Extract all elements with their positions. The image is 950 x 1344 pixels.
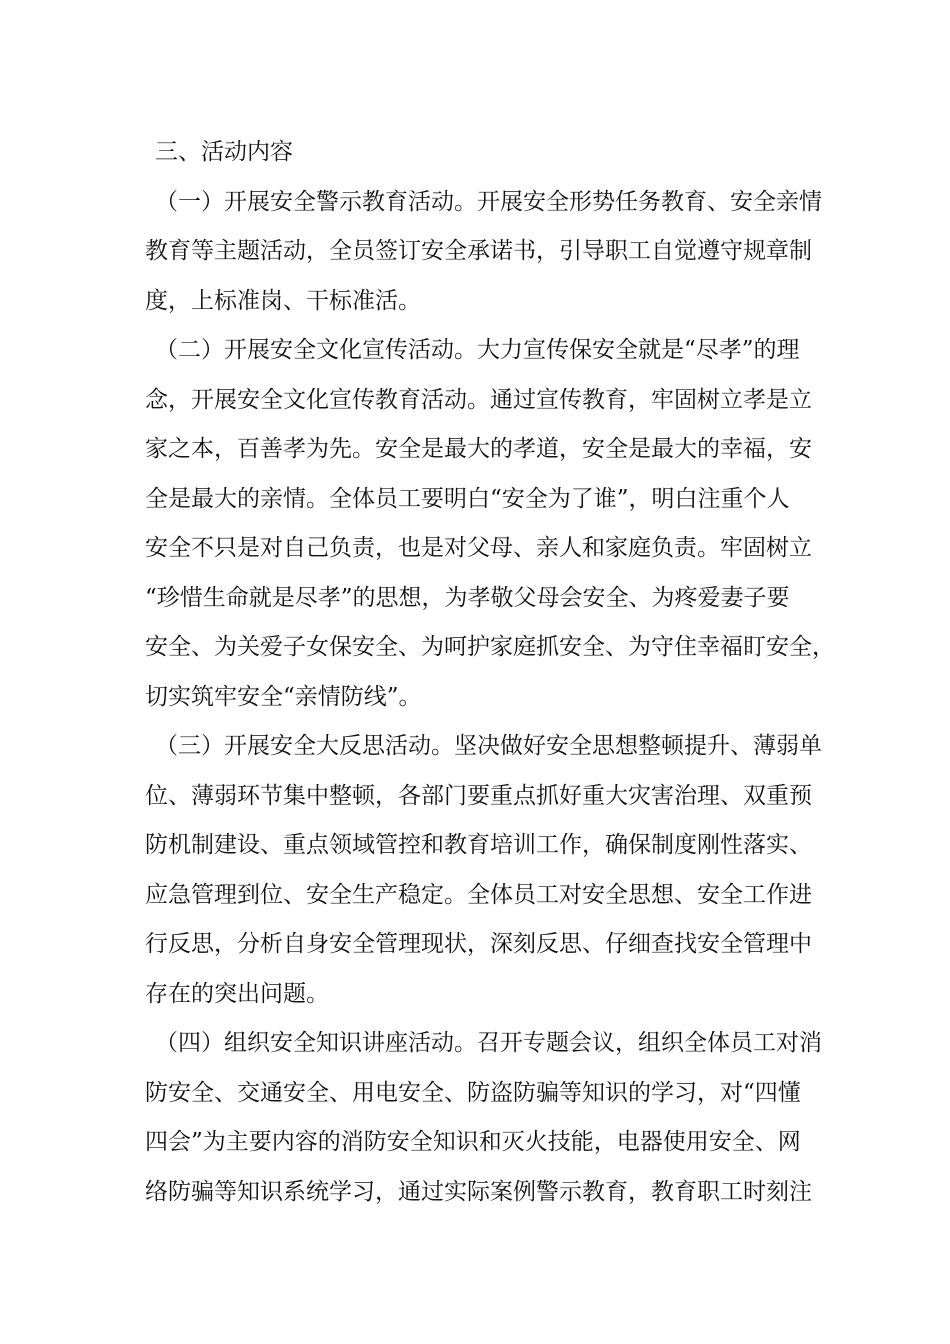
paragraph-line: 四会”为主要内容的消防安全知识和灭火技能，电器使用安全、网 (145, 1129, 801, 1155)
paragraph-line: 防安全、交通安全、用电安全、防盗防骗等知识的学习，对“四懂 (145, 1079, 801, 1106)
paragraph-line: 络防骗等知识系统学习，通过实际案例警示教育，教育职工时刻注 (145, 1178, 812, 1205)
paragraph-line: 应急管理到位、安全生产稳定。全体员工对安全思想、安全工作进 (145, 881, 812, 908)
paragraph-3 (145, 722, 825, 1019)
paragraph-line: 安全不只是对自己负责，也是对父母、亲人和家庭负责。牢固树立 (145, 535, 812, 561)
paragraph-line: “珍惜生命就是尽孝”的思想，为孝敬父母会安全、为疼爱妻子要 (145, 584, 790, 611)
paragraph-line: 位、薄弱环节集中整顿，各部门要重点抓好重大灾害治理、双重预 (145, 782, 812, 809)
paragraph-line: 安全、为关爱子女保安全、为呵护家庭抓安全、为守住幸福盯安全， (145, 634, 835, 660)
paragraph-line: （四）组织安全知识讲座活动。召开专题会议，组织全体员工对消 (155, 1030, 822, 1056)
paragraph-line: 防机制建设、重点领域管控和教育培训工作，确保制度刚性落实、 (145, 832, 812, 858)
paragraph-line: 存在的突出问题。 (145, 980, 329, 1007)
paragraph-2 (145, 326, 835, 722)
paragraph-4 (145, 1019, 825, 1217)
paragraph-line: （二）开展安全文化宣传活动。大力宣传保安全就是“尽孝”的理 (155, 337, 800, 363)
paragraph-line: 教育等主题活动，全员签订安全承诺书，引导职工自觉遵守规章制 (145, 238, 812, 264)
paragraph-line: （一）开展安全警示教育活动。开展安全形势任务教育、安全亲情 (155, 188, 822, 215)
paragraph-line: 切实筑牢安全“亲情防线”。 (145, 683, 422, 710)
paragraph-line: 全是最大的亲情。全体员工要明白“安全为了谁”，明白注重个人 (145, 485, 790, 512)
section-heading: 三、活动内容 (155, 139, 293, 165)
paragraph-line: 念，开展安全文化宣传教育活动。通过宣传教育，牢固树立孝是立 (145, 386, 812, 413)
document-body (145, 128, 835, 1217)
paragraph-line: 度，上标准岗、干标准活。 (145, 287, 421, 314)
paragraph-line: 家之本，百善孝为先。安全是最大的孝道，安全是最大的幸福，安 (145, 436, 812, 462)
paragraph-line: （三）开展安全大反思活动。坚决做好安全思想整顿提升、薄弱单 (155, 733, 822, 759)
paragraph-line: 行反思，分析自身安全管理现状，深刻反思、仔细查找安全管理中 (145, 931, 812, 957)
paragraph-1 (145, 178, 825, 327)
